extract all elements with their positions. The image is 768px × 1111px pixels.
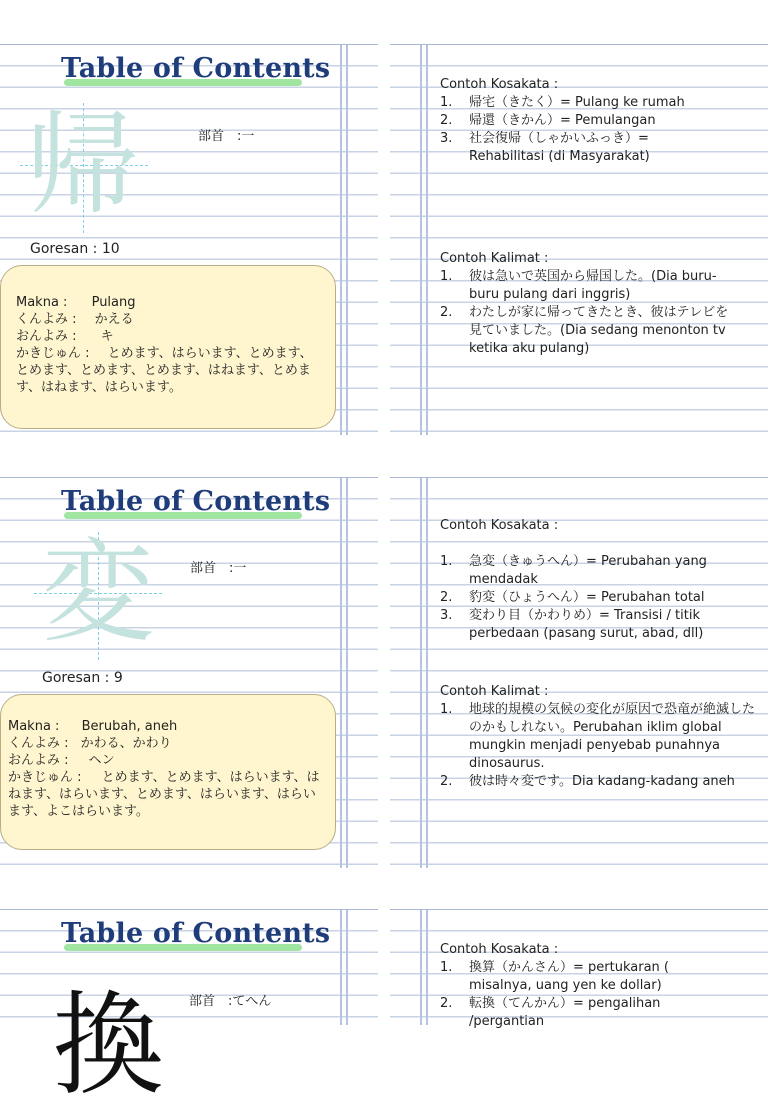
margin-line	[346, 45, 348, 435]
kalimat-item	[440, 701, 765, 773]
margin-line	[346, 910, 348, 1025]
card-2-right-page	[390, 477, 768, 868]
item-text: 彼は急いで英国から帰国した。(Dia buru-buru pulang dari inggris)	[469, 269, 717, 302]
kakijun-label: かきじゅん :	[16, 346, 90, 361]
onyomi-label: おんよみ :	[16, 329, 77, 344]
margin-line	[426, 478, 428, 868]
margin-line	[420, 910, 422, 1025]
page-title: Table of Contents	[61, 53, 331, 84]
kalimat-item	[440, 773, 768, 791]
item-text: 急変（きゅうへん）= Perubahan yang mendadak	[469, 554, 707, 587]
kosakata-item	[440, 130, 679, 166]
kunyomi-value: かわる、かわり	[80, 736, 172, 751]
goresan-label: Goresan : 9	[42, 670, 123, 686]
margin-line	[426, 45, 428, 435]
kosakata-item	[440, 959, 729, 995]
card-1-right-page	[390, 44, 768, 435]
makna-row	[16, 294, 323, 311]
kosakata-section	[440, 517, 740, 643]
kosakata-item	[440, 589, 740, 607]
item-number: 2.	[440, 113, 453, 128]
item-number: 2.	[440, 590, 453, 605]
item-text: 彼は時々変です。Dia kadang-kadang aneh	[469, 774, 735, 789]
item-number: 2.	[440, 774, 453, 789]
makna-label: Makna :	[16, 295, 68, 310]
kosakata-item	[440, 607, 729, 643]
card-2-left-page	[0, 477, 378, 868]
item-number: 1.	[440, 702, 453, 717]
margin-line	[346, 478, 348, 868]
margin-line	[340, 478, 342, 868]
kosakata-section	[440, 76, 758, 166]
card-3-left-page	[0, 909, 378, 1111]
card-1-left-page	[0, 44, 378, 435]
kosakata-title: Contoh Kosakata :	[440, 518, 559, 533]
makna-value: Berubah, aneh	[81, 719, 178, 734]
makna-row	[8, 718, 321, 735]
kunyomi-label: くんよみ :	[16, 312, 77, 327]
bushu-label: 部首 :一	[190, 561, 247, 576]
kosakata-item	[440, 112, 758, 130]
kunyomi-label: くんよみ :	[8, 736, 69, 751]
kalimat-item	[440, 304, 737, 358]
kanji-character: 帰	[26, 100, 138, 230]
kosakata-section	[440, 941, 740, 1031]
kunyomi-row	[8, 735, 321, 752]
item-number: 3.	[440, 608, 453, 623]
kosakata-item	[440, 553, 737, 589]
goresan-label: Goresan : 10	[30, 241, 120, 257]
onyomi-label: おんよみ :	[8, 753, 69, 768]
makna-label: Makna :	[8, 719, 60, 734]
item-text: 帰宅（きたく）= Pulang ke rumah	[469, 95, 685, 110]
item-text: 豹変（ひょうへん）= Perubahan total	[469, 590, 705, 605]
item-number: 3.	[440, 131, 453, 146]
kalimat-section	[440, 250, 740, 358]
page-title: Table of Contents	[61, 486, 331, 517]
item-text: 変わり目（かわりめ）= Transisi / titik perbedaan (pasang surut, abad, dll)	[469, 608, 704, 641]
item-text: 社会復帰（しゃかいふっき）= Rehabilitasi (di Masyarakat)	[469, 131, 650, 164]
onyomi-row	[8, 752, 321, 769]
info-box	[0, 265, 336, 429]
item-number: 1.	[440, 960, 453, 975]
kosakata-title: Contoh Kosakata :	[440, 942, 559, 957]
kosakata-title: Contoh Kosakata :	[440, 77, 559, 92]
margin-line	[340, 45, 342, 435]
bushu-label: 部首 :一	[198, 129, 255, 144]
kakijun-row	[8, 769, 321, 820]
item-number: 2.	[440, 996, 453, 1011]
onyomi-value: キ	[100, 329, 114, 344]
margin-line	[420, 45, 422, 435]
kosakata-item	[440, 94, 758, 112]
item-number: 1.	[440, 95, 453, 110]
item-text: 転換（てんかん）= pengalihan /pergantian	[469, 996, 661, 1029]
info-box	[0, 694, 336, 850]
kanji-character: 変	[42, 528, 154, 658]
kalimat-section	[440, 683, 768, 791]
kanji-character: 換	[52, 981, 164, 1111]
item-text: わたしが家に帰ってきたとき、彼はテレビを見ていました。(Dia sedang menonton tv ketika aku pulang)	[469, 305, 729, 356]
item-text: 地球的規模の気候の変化が原因で恐竜が絶滅したのかもしれない。Perubahan iklim global mungkin menjadi penyebab punahnya dinosaurus.	[469, 702, 756, 771]
kunyomi-row	[16, 311, 323, 328]
page-title: Table of Contents	[61, 918, 331, 949]
kosakata-item	[440, 995, 729, 1031]
item-text: 帰還（きかん）= Pemulangan	[469, 113, 656, 128]
item-text: 換算（かんさん）= pertukaran ( misalnya, uang yen ke dollar)	[469, 960, 669, 993]
kakijun-row	[16, 345, 323, 396]
item-number: 1.	[440, 269, 453, 284]
bushu-label: 部首 :てへん	[189, 994, 272, 1009]
card-3-right-page	[390, 909, 768, 1029]
makna-value: Pulang	[91, 295, 136, 310]
kalimat-title: Contoh Kalimat :	[440, 684, 549, 699]
margin-line	[420, 478, 422, 868]
onyomi-value: ヘン	[88, 753, 115, 768]
kakijun-value: とめます、とめます、はらいます、はねます、はらいます、とめます、はらいます、はらいます、よこはらいます。	[8, 770, 320, 819]
onyomi-row	[16, 328, 323, 345]
kunyomi-value: かえる	[94, 312, 134, 327]
kalimat-title: Contoh Kalimat :	[440, 251, 549, 266]
item-number: 1.	[440, 554, 453, 569]
kalimat-item	[440, 268, 737, 304]
item-number: 2.	[440, 305, 453, 320]
margin-line	[340, 910, 342, 1025]
margin-line	[426, 910, 428, 1025]
kakijun-label: かきじゅん :	[8, 770, 82, 785]
kakijun-value: とめます、はらいます、とめます、とめます、とめます、とめます、はねます、とめます、はねます、はらいます。	[16, 346, 313, 395]
